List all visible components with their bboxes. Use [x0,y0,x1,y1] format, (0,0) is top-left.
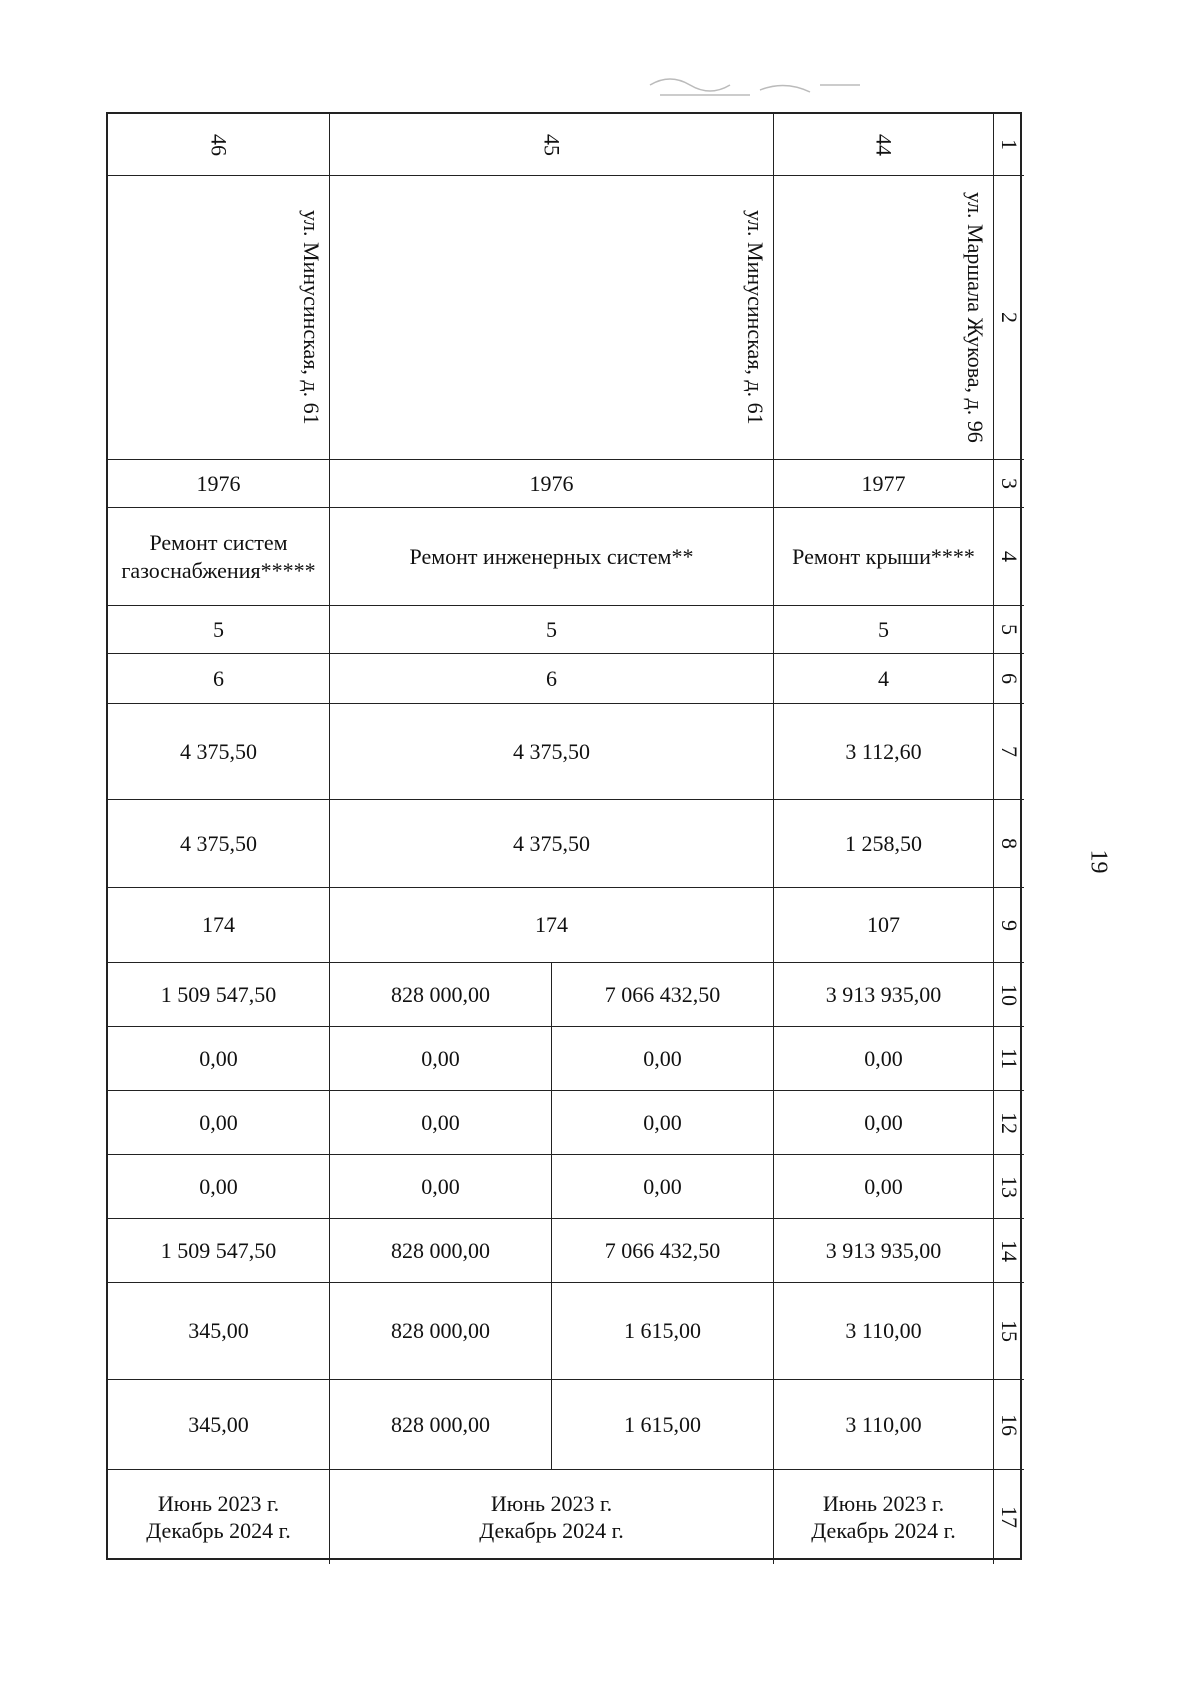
row4-work-type-46: Ремонт систем газоснабжения***** [108,508,330,606]
row2-address-45: ул. Минусинская, д. 61 [330,176,774,460]
row1-object-44: 44 [774,114,994,176]
row2-address-46: ул. Минусинская, д. 61 [108,176,330,460]
row9-value-45: 174 [330,888,774,963]
row-index-2: 2 [994,176,1024,460]
row-index-15: 15 [994,1283,1024,1380]
row14-value-44: 3 913 935,00 [774,1219,994,1283]
period-start: Июнь 2023 г. [822,1490,945,1516]
row10-value-45a: 828 000,00 [330,963,552,1027]
row10-value-44: 3 913 935,00 [774,963,994,1027]
row11-value-45a: 0,00 [330,1027,552,1091]
period-end: Декабрь 2024 г. [479,1518,624,1543]
row3-year-45: 1976 [330,460,774,508]
row-index-8: 8 [994,800,1024,888]
row1-object-45: 45 [330,114,774,176]
row14-value-45b: 7 066 432,50 [552,1219,774,1283]
row-index-12: 12 [994,1091,1024,1155]
row-index-3: 3 [994,460,1024,508]
row17-period-46 [108,1470,330,1564]
row15-value-46: 345,00 [108,1283,330,1380]
row7-value-45: 4 375,50 [330,704,774,800]
row12-value-45a: 0,00 [330,1091,552,1155]
row5-value-45: 5 [330,606,774,654]
row16-value-46: 345,00 [108,1380,330,1470]
period-start: Июнь 2023 г. [157,1490,280,1516]
row3-year-44: 1977 [774,460,994,508]
faint-stamp-mark [640,55,880,105]
row-index-1: 1 [994,114,1024,176]
row12-value-44: 0,00 [774,1091,994,1155]
row-index-6: 6 [994,654,1024,704]
period-end: Декабрь 2024 г. [146,1518,291,1543]
row5-value-44: 5 [774,606,994,654]
row4-work-type-45: Ремонт инженерных систем** [330,508,774,606]
page-number: 19 [1085,849,1112,874]
row-index-13: 13 [994,1155,1024,1219]
row17-period-44 [774,1470,994,1564]
row-index-11: 11 [994,1027,1024,1091]
row11-value-44: 0,00 [774,1027,994,1091]
row14-value-45a: 828 000,00 [330,1219,552,1283]
row9-value-46: 174 [108,888,330,963]
row10-value-45b: 7 066 432,50 [552,963,774,1027]
row8-value-44: 1 258,50 [774,800,994,888]
row-index-4: 4 [994,508,1024,606]
row3-year-46: 1976 [108,460,330,508]
row16-value-45b: 1 615,00 [552,1380,774,1470]
period-start: Июнь 2023 г. [490,1490,613,1516]
row-index-17: 17 [996,1506,1022,1528]
row16-value-44: 3 110,00 [774,1380,994,1470]
row2-address-44: ул. Маршала Жукова, д. 96 [774,176,994,460]
row1-object-46: 46 [108,114,330,176]
row11-value-45b: 0,00 [552,1027,774,1091]
row-index-10: 10 [994,963,1024,1027]
row6-value-44: 4 [774,654,994,704]
row-index-5: 5 [994,606,1024,654]
row6-value-45: 6 [330,654,774,704]
row15-value-45a: 828 000,00 [330,1283,552,1380]
row15-value-44: 3 110,00 [774,1283,994,1380]
row16-value-45a: 828 000,00 [330,1380,552,1470]
row6-value-46: 6 [108,654,330,704]
row-index-14: 14 [994,1219,1024,1283]
row-index-7: 7 [994,704,1024,800]
row-index-9: 9 [994,888,1024,963]
row7-value-46: 4 375,50 [108,704,330,800]
row8-value-45: 4 375,50 [330,800,774,888]
row11-value-46: 0,00 [108,1027,330,1091]
row4-work-type-44: Ремонт крыши**** [774,508,994,606]
row12-value-46: 0,00 [108,1091,330,1155]
row13-value-46: 0,00 [108,1155,330,1219]
row13-value-44: 0,00 [774,1155,994,1219]
row10-value-46: 1 509 547,50 [108,963,330,1027]
row14-value-46: 1 509 547,50 [108,1219,330,1283]
row8-value-46: 4 375,50 [108,800,330,888]
row12-value-45b: 0,00 [552,1091,774,1155]
row13-value-45a: 0,00 [330,1155,552,1219]
row-index-16: 16 [994,1380,1024,1470]
period-end: Декабрь 2024 г. [811,1518,956,1543]
row9-value-44: 107 [774,888,994,963]
row5-value-46: 5 [108,606,330,654]
row13-value-45b: 0,00 [552,1155,774,1219]
row17-period-45 [330,1470,774,1564]
row15-value-45b: 1 615,00 [552,1283,774,1380]
row7-value-44: 3 112,60 [774,704,994,800]
capital-repair-table [106,112,1022,1560]
